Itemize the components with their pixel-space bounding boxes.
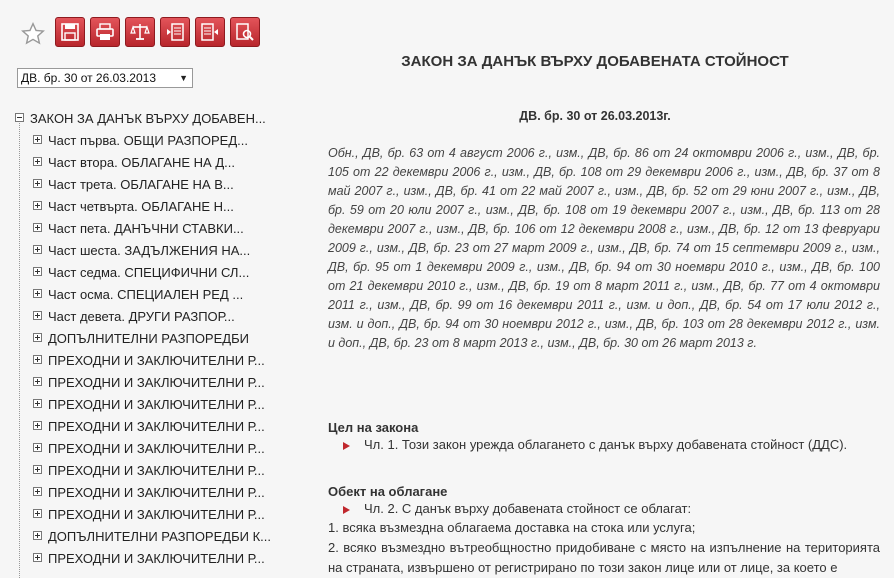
expand-icon[interactable] — [33, 201, 42, 210]
scales-icon — [129, 21, 151, 43]
expand-icon[interactable] — [33, 553, 42, 562]
tree-item[interactable] — [15, 152, 285, 174]
expand-icon[interactable] — [33, 179, 42, 188]
article-2-paragraph-1: 1. всяка възмездна облагаема доставка на стока или услуга; — [328, 520, 696, 535]
expand-icon[interactable] — [33, 509, 42, 518]
article-bullet-icon — [343, 506, 350, 514]
print-button[interactable] — [90, 17, 120, 47]
star-icon[interactable] — [20, 21, 46, 47]
tree-item[interactable] — [15, 504, 285, 526]
edition-select-value: ДВ. бр. 30 от 26.03.2013 — [21, 71, 156, 85]
tree-item-label: ПРЕХОДНИ И ЗАКЛЮЧИТЕЛНИ Р... — [48, 507, 265, 522]
tree-item[interactable] — [15, 306, 285, 328]
expand-icon[interactable] — [33, 443, 42, 452]
tree-item-label: Част девета. ДРУГИ РАЗПОР... — [48, 309, 235, 324]
expand-icon[interactable] — [33, 135, 42, 144]
tree-item[interactable] — [15, 328, 285, 350]
expand-icon[interactable] — [33, 465, 42, 474]
next-document-button[interactable] — [195, 17, 225, 47]
expand-icon[interactable] — [33, 157, 42, 166]
tree-item-label: Част осма. СПЕЦИАЛЕН РЕД ... — [48, 287, 244, 302]
section-title: Цел на закона — [328, 420, 419, 435]
tree-item[interactable] — [15, 350, 285, 372]
edition-select[interactable] — [17, 68, 193, 88]
section-title: Обект на облагане — [328, 484, 448, 499]
expand-icon[interactable] — [33, 377, 42, 386]
tree-item-label: Част шеста. ЗАДЪЛЖЕНИЯ НА... — [48, 243, 251, 258]
article-bullet-icon — [343, 442, 350, 450]
tree-item[interactable] — [15, 240, 285, 262]
tree-item-label: ПРЕХОДНИ И ЗАКЛЮЧИТЕЛНИ Р... — [48, 441, 265, 456]
previous-document-button[interactable] — [160, 17, 190, 47]
save-button[interactable] — [55, 17, 85, 47]
tree-item[interactable] — [15, 174, 285, 196]
tree-item-label: ПРЕХОДНИ И ЗАКЛЮЧИТЕЛНИ Р... — [48, 551, 265, 566]
expand-icon[interactable] — [33, 333, 42, 342]
save-icon — [59, 21, 81, 43]
tree-item-label: Част втора. ОБЛАГАНЕ НА Д... — [48, 155, 235, 170]
document-edition: ДВ. бр. 30 от 26.03.2013г. — [519, 109, 671, 123]
tree-item[interactable] — [15, 460, 285, 482]
search-document-button[interactable] — [230, 17, 260, 47]
tree-item[interactable] — [15, 372, 285, 394]
compare-button[interactable] — [125, 17, 155, 47]
collapse-icon[interactable] — [15, 113, 24, 122]
prev-document-icon — [164, 21, 186, 43]
article-1[interactable] — [343, 437, 847, 452]
tree-item-label: ПРЕХОДНИ И ЗАКЛЮЧИТЕЛНИ Р... — [48, 375, 265, 390]
tree-item[interactable] — [15, 130, 285, 152]
tree-item[interactable] — [15, 262, 285, 284]
expand-icon[interactable] — [33, 531, 42, 540]
tree-item[interactable] — [15, 482, 285, 504]
tree-item[interactable] — [15, 394, 285, 416]
tree-item-label: ПРЕХОДНИ И ЗАКЛЮЧИТЕЛНИ Р... — [48, 419, 265, 434]
expand-icon[interactable] — [33, 289, 42, 298]
expand-icon[interactable] — [33, 245, 42, 254]
document-view — [305, 0, 894, 576]
search-document-icon — [234, 21, 256, 43]
article-2-text: Чл. 2. С данък върху добавената стойност се облагат: — [364, 501, 692, 516]
expand-icon[interactable] — [33, 311, 42, 320]
next-document-icon — [199, 21, 221, 43]
tree-item[interactable] — [15, 196, 285, 218]
tree-root-label: ЗАКОН ЗА ДАНЪК ВЪРХУ ДОБАВЕН... — [30, 111, 266, 126]
tree-item-label: ДОПЪЛНИТЕЛНИ РАЗПОРЕДБИ К... — [48, 529, 271, 544]
expand-icon[interactable] — [33, 487, 42, 496]
expand-icon[interactable] — [33, 399, 42, 408]
expand-icon[interactable] — [33, 267, 42, 276]
tree-item-label: Част четвърта. ОБЛАГАНЕ Н... — [48, 199, 234, 214]
tree-item[interactable] — [15, 284, 285, 306]
article-2[interactable] — [343, 501, 691, 516]
tree-item-label: Част трета. ОБЛАГАНЕ НА В... — [48, 177, 234, 192]
amendments-history: Обн., ДВ, бр. 63 от 4 август 2006 г., изм., ДВ, бр. 86 от 24 октомври 2006 г., изм., ДВ, бр. 105 от 22 декември 2006 г., изм., ДВ, бр. 108 от 29 декември 2006 г., изм., ДВ, бр. 37 от 8 май 2007 г., изм., ДВ, бр. 41 от 22 май 2007 г., изм., ДВ, бр. 52 от 29 юни 2007 г., изм., ДВ, бр. 59 от 20 юли 2007 г., изм., ДВ, бр. 108 от 19 декември 2007 г., изм., ДВ, бр. 113 от 28 декември 2007 г., изм., ДВ, бр. 106 от 12 декември 2008 г., изм., ДВ, бр. 12 от 13 февруари 2009 г., изм., ДВ, бр. 23 от 27 март 2009 г., изм., ДВ, бр. 74 от 15 септември 2009 г., изм., ДВ, бр. 95 от 1 декември 2009 г., изм., ДВ, бр. 94 от 30 ноември 2010 г., изм., ДВ, бр. 100 от 21 декември 2010 г., изм., ДВ, бр. 19 от 8 март 2011 г., изм., ДВ, бр. 77 от 4 октомври 2011 г., изм., ДВ, бр. 99 от 16 декември 2011 г., изм. и доп., ДВ, бр. 54 от 17 юли 2012 г., изм. и доп., ДВ, бр. 94 от 30 ноември 2012 г., изм., ДВ, бр. 103 от 28 декември 2012 г., изм. и доп., ДВ, бр. 23 от 8 март 2013 г., изм., ДВ, бр. 30 от 26 март 2013 г. — [328, 146, 880, 350]
tree-item[interactable] — [15, 438, 285, 460]
tree-item-label: ПРЕХОДНИ И ЗАКЛЮЧИТЕЛНИ Р... — [48, 397, 265, 412]
chevron-down-icon: ▼ — [179, 73, 188, 83]
expand-icon[interactable] — [33, 223, 42, 232]
print-icon — [94, 21, 116, 43]
tree-item-label: Част пета. ДАНЪЧНИ СТАВКИ... — [48, 221, 244, 236]
tree-item-label: ПРЕХОДНИ И ЗАКЛЮЧИТЕЛНИ Р... — [48, 353, 265, 368]
article-2-paragraph-2: 2. всяко възмездно вътреобщностно придобиване с място на изпълнение на територията на страната, извършено от регистрирано по този закон лице или от лице, за което е — [328, 540, 880, 575]
tree-item[interactable] — [15, 526, 285, 548]
tree-item-label: Част седма. СПЕЦИФИЧНИ СЛ... — [48, 265, 250, 280]
table-of-contents-tree — [15, 108, 285, 570]
tree-item-label: ПРЕХОДНИ И ЗАКЛЮЧИТЕЛНИ Р... — [48, 463, 265, 478]
article-1-text: Чл. 1. Този закон урежда облагането с данък върху добавената стойност (ДДС). — [364, 437, 848, 452]
tree-item[interactable] — [15, 218, 285, 240]
tree-item-label: Част първа. ОБЩИ РАЗПОРЕД... — [48, 133, 248, 148]
expand-icon[interactable] — [33, 355, 42, 364]
tree-item-label: ДОПЪЛНИТЕЛНИ РАЗПОРЕДБИ — [48, 331, 249, 346]
tree-item[interactable] — [15, 548, 285, 570]
tree-root-item[interactable] — [15, 108, 285, 130]
tree-item[interactable] — [15, 416, 285, 438]
tree-item-label: ПРЕХОДНИ И ЗАКЛЮЧИТЕЛНИ Р... — [48, 485, 265, 500]
expand-icon[interactable] — [33, 421, 42, 430]
document-title: ЗАКОН ЗА ДАНЪК ВЪРХУ ДОБАВЕНАТА СТОЙНОСТ — [401, 53, 789, 70]
